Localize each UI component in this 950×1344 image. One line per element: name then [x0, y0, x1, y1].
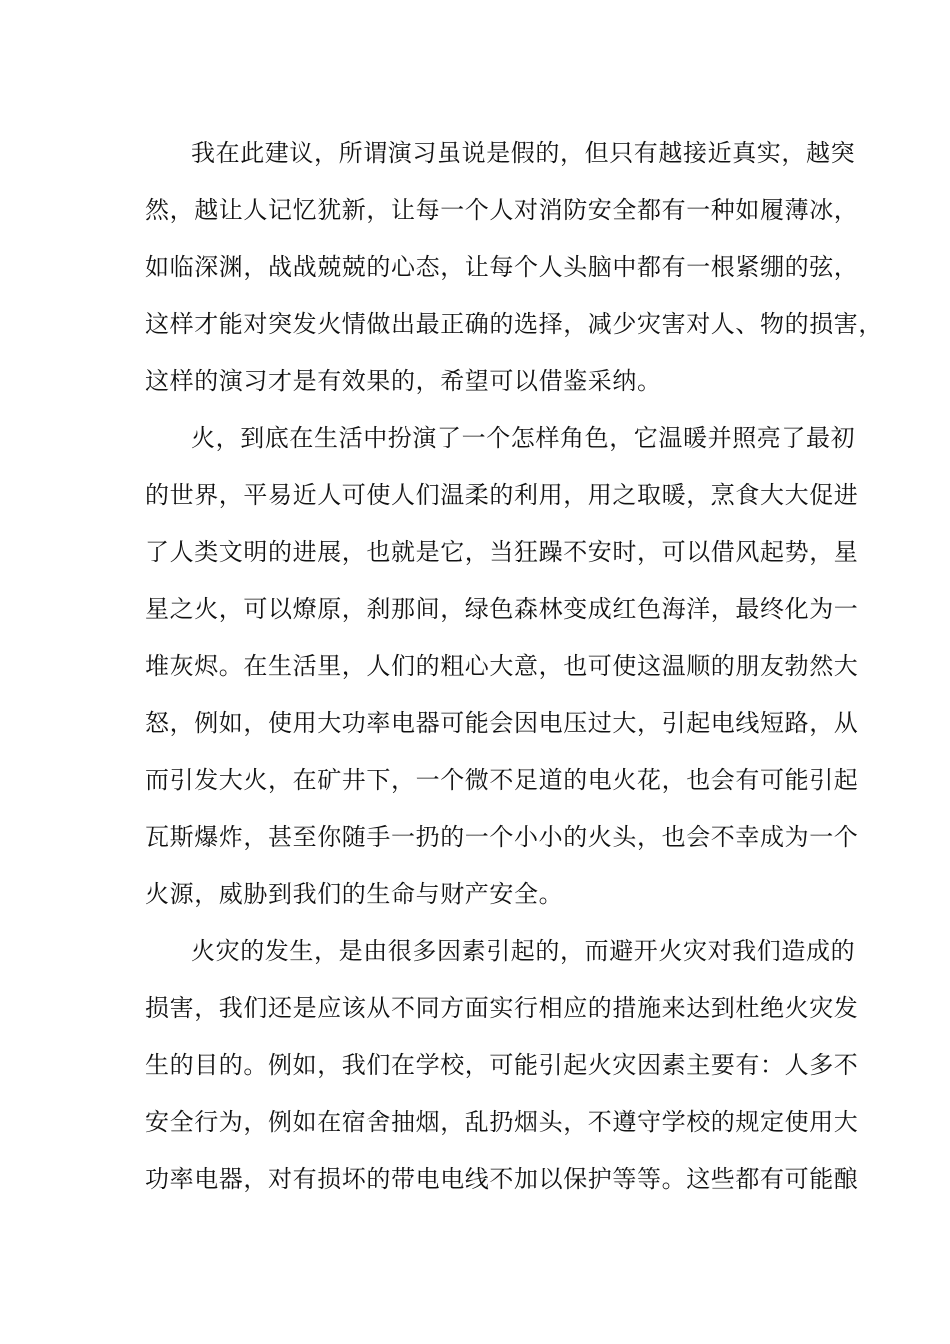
paragraph-3-line-5: 功率电器，对有损坏的带电电线不加以保护等等。这些都有可能酿	[145, 1165, 859, 1193]
paragraph-2-line-7: 而引发大火，在矿井下，一个微不足道的电火花，也会有可能引起	[145, 766, 859, 794]
paragraph-3-line-3: 生的目的。例如，我们在学校，可能引起火灾因素主要有：人多不	[145, 1051, 859, 1079]
paragraph-1-line-3: 如临深渊，战战兢兢的心态，让每个人头脑中都有一根紧绷的弦，	[145, 253, 859, 281]
paragraph-1-line-1: 我在此建议，所谓演习虽说是假的，但只有越接近真实，越突	[191, 139, 856, 167]
paragraph-2-line-2: 的世界，平易近人可使人们温柔的利用，用之取暖，烹食大大促进	[145, 481, 859, 509]
paragraph-3-line-4: 安全行为，例如在宿舍抽烟，乱扔烟头，不遵守学校的规定使用大	[145, 1108, 859, 1136]
paragraph-2-line-3: 了人类文明的进展，也就是它，当狂躁不安时，可以借风起势，星	[145, 538, 859, 566]
paragraph-1-line-5: 这样的演习才是有效果的，希望可以借鉴采纳。	[145, 367, 662, 395]
paragraph-2-line-1: 火，到底在生活中扮演了一个怎样角色，它温暖并照亮了最初	[191, 424, 856, 452]
paragraph-1-line-4: 这样才能对突发火情做出最正确的选择，减少灾害对人、物的损害，	[145, 310, 883, 338]
paragraph-2-line-6: 怒，例如，使用大功率电器可能会因电压过大，引起电线短路，从	[145, 709, 859, 737]
paragraph-2-line-4: 星之火，可以燎原，刹那间，绿色森林变成红色海洋，最终化为一	[145, 595, 859, 623]
paragraph-2-line-5: 堆灰烬。在生活里，人们的粗心大意，也可使这温顺的朋友勃然大	[145, 652, 859, 680]
paragraph-3-line-1: 火灾的发生，是由很多因素引起的，而避开火灾对我们造成的	[191, 937, 856, 965]
paragraph-1-line-2: 然，越让人记忆犹新，让每一个人对消防安全都有一种如履薄冰，	[145, 196, 859, 224]
paragraph-2-line-8: 瓦斯爆炸，甚至你随手一扔的一个小小的火头，也会不幸成为一个	[145, 823, 859, 851]
paragraph-2-line-9: 火源，威胁到我们的生命与财产安全。	[145, 880, 564, 908]
paragraph-3-line-2: 损害，我们还是应该从不同方面实行相应的措施来达到杜绝火灾发	[145, 994, 859, 1022]
